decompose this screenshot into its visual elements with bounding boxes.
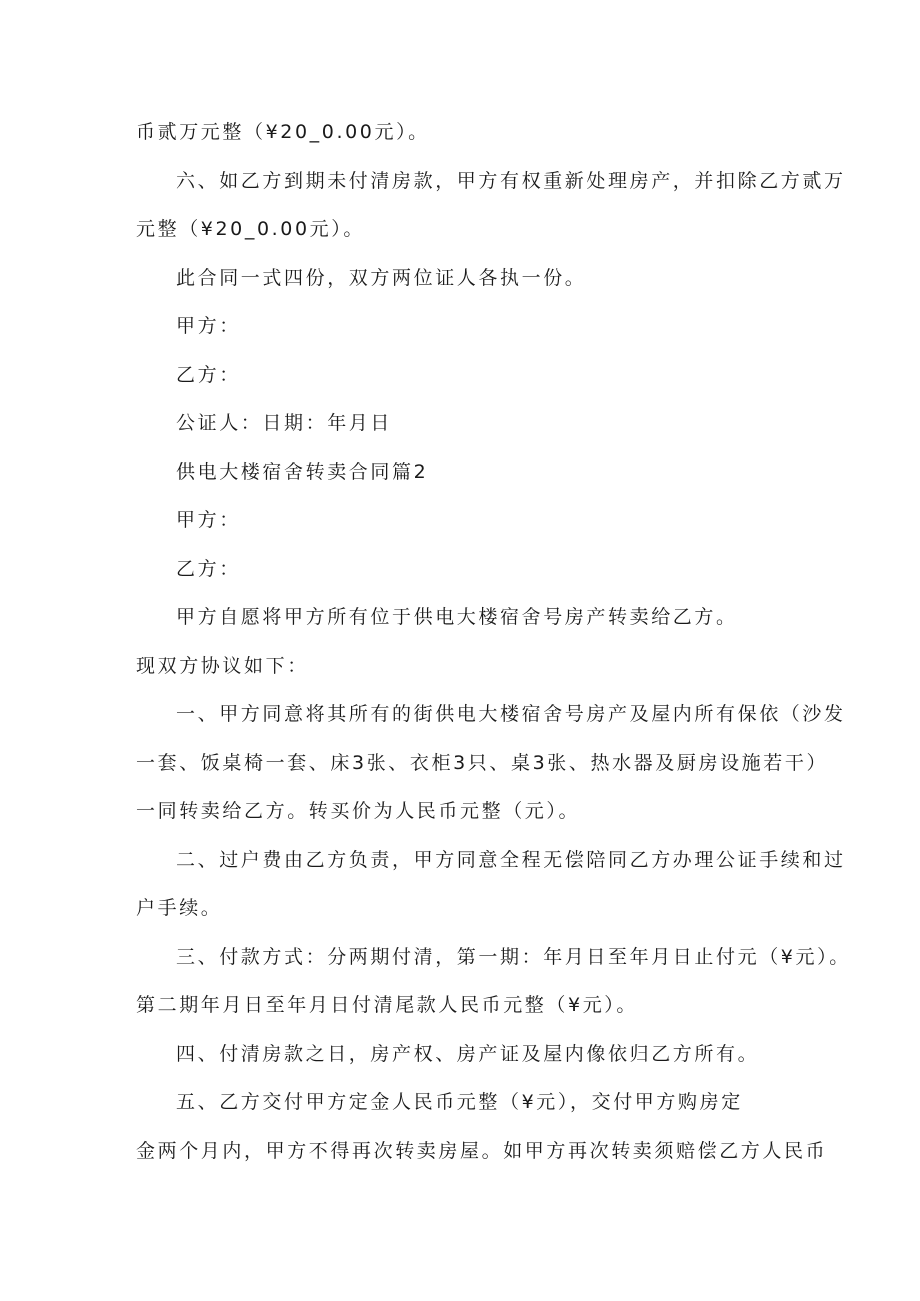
paragraph-line: 三、付款方式：分两期付清，第一期：年月日至年月日止付元（¥元）。 (176, 946, 851, 968)
paragraph-line: 六、如乙方到期未付清房款，甲方有权重新处理房产，并扣除乙方贰万 (176, 170, 846, 192)
paragraph-line: 二、过户费由乙方负责，甲方同意全程无偿陪同乙方办理公证手续和过 (176, 849, 846, 871)
paragraph-line: 一、甲方同意将其所有的街供电大楼宿舍号房产及屋内所有保依（沙发 (176, 703, 846, 725)
paragraph-line: 币贰万元整（¥20_0.00元）。 (136, 121, 430, 143)
paragraph-line: 第二期年月日至年月日付清尾款人民币元整（¥元）。 (136, 994, 638, 1016)
paragraph-line: 四、付清房款之日，房产权、房产证及屋内像依归乙方所有。 (176, 1043, 760, 1065)
paragraph-line: 一套、饭桌椅一套、床3张、衣柜3只、桌3张、热水器及厨房设施若干） (136, 752, 829, 774)
party-a-label: 甲方： (176, 509, 241, 531)
notary-date-line: 公证人：日期：年月日 (176, 412, 393, 434)
section-title: 供电大楼宿舍转卖合同篇2 (176, 461, 429, 483)
paragraph-line: 户手续。 (136, 897, 223, 919)
paragraph-line: 甲方自愿将甲方所有位于供电大楼宿舍号房产转卖给乙方。 (176, 606, 738, 628)
paragraph-line: 一同转卖给乙方。转买价为人民币元整（元）。 (136, 800, 581, 822)
paragraph-line: 此合同一式四份，双方两位证人各执一份。 (176, 267, 587, 289)
party-a-label: 甲方： (176, 315, 241, 337)
paragraph-line: 现双方协议如下： (136, 655, 309, 677)
paragraph-line: 五、乙方交付甲方定金人民币元整（¥元），交付甲方购房定 (176, 1091, 743, 1113)
paragraph-line: 金两个月内，甲方不得再次转卖房屋。如甲方再次转卖须赔偿乙方人民币 (136, 1140, 828, 1162)
party-b-label: 乙方： (176, 364, 241, 386)
paragraph-line: 元整（¥20_0.00元）。 (136, 218, 365, 240)
party-b-label: 乙方： (176, 558, 241, 580)
